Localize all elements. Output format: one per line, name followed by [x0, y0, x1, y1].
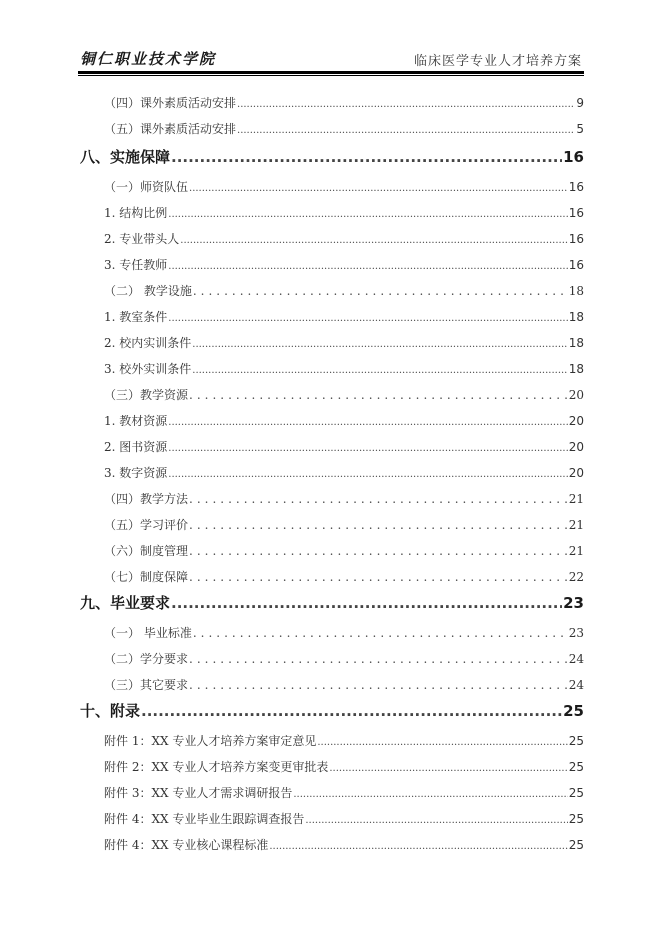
toc-entry[interactable] — [104, 542, 584, 559]
toc-entry-label: 附件 2：XX 专业人才培养方案变更审批表 — [104, 760, 329, 774]
dot-leader — [189, 518, 568, 532]
toc-entry-label: 十、附录 — [80, 702, 141, 720]
dot-leader — [237, 125, 575, 136]
dot-leader — [189, 678, 568, 692]
dot-leader — [329, 763, 567, 774]
toc-entry[interactable] — [104, 784, 584, 801]
dot-leader — [180, 235, 567, 246]
toc-page-number: 20 — [568, 388, 584, 402]
toc-chapter-entry[interactable] — [80, 592, 584, 613]
toc-entry[interactable] — [104, 810, 584, 827]
dot-leader — [269, 841, 567, 852]
toc-entry-label: 3. 专任教师 — [104, 258, 168, 272]
toc-entry-label: 附件 3：XX 专业人才需求调研报告 — [104, 786, 293, 800]
toc-entry-label: （七）制度保障 — [104, 570, 189, 584]
toc-page-number: 23 — [568, 626, 584, 640]
toc-page-number: 18 — [568, 284, 584, 298]
dot-leader — [193, 626, 568, 640]
dot-leader — [193, 284, 568, 298]
toc-entry-label: （四）课外素质活动安排 — [104, 96, 237, 110]
toc-page-number: 25 — [568, 734, 584, 748]
toc-entry-label: 九、毕业要求 — [80, 594, 171, 612]
dot-leader — [171, 148, 562, 166]
toc-entry-label: 附件 1：XX 专业人才培养方案审定意见 — [104, 734, 317, 748]
toc-entry[interactable] — [104, 438, 584, 455]
header-rule-thick — [78, 71, 584, 74]
dot-leader — [317, 737, 567, 748]
toc-entry[interactable] — [104, 120, 584, 137]
toc-page-number: 24 — [568, 678, 584, 692]
dot-leader — [171, 594, 562, 612]
toc-entry-label: 2. 校内实训条件 — [104, 336, 192, 350]
dot-leader — [305, 815, 567, 826]
toc-entry[interactable] — [104, 308, 584, 325]
dot-leader — [189, 183, 568, 194]
dot-leader — [168, 313, 567, 324]
toc-entry-label: （五）课外素质活动安排 — [104, 122, 237, 136]
toc-entry-label: 1. 教室条件 — [104, 310, 168, 324]
toc-entry[interactable] — [104, 516, 584, 533]
dot-leader — [168, 443, 567, 454]
dot-leader — [237, 99, 575, 110]
toc-entry-label: （三）教学资源 — [104, 388, 189, 402]
toc-entry-label: （四）教学方法 — [104, 492, 189, 506]
dot-leader — [141, 702, 562, 720]
toc-entry-label: （六）制度管理 — [104, 544, 189, 558]
toc-entry[interactable] — [104, 624, 584, 641]
toc-page-number: 20 — [568, 466, 584, 480]
toc-entry[interactable] — [104, 490, 584, 507]
dot-leader — [192, 365, 567, 376]
dot-leader — [189, 652, 568, 666]
toc-entry-label: 1. 结构比例 — [104, 206, 168, 220]
toc-entry-label: 3. 校外实训条件 — [104, 362, 192, 376]
toc-page-number: 22 — [568, 570, 584, 584]
toc-page-number: 18 — [568, 362, 584, 376]
toc-page-number: 24 — [568, 652, 584, 666]
toc-page-number: 25 — [568, 760, 584, 774]
toc-entry[interactable] — [104, 650, 584, 667]
toc-page-number: 18 — [568, 310, 584, 324]
dot-leader — [189, 492, 568, 506]
toc-entry[interactable] — [104, 178, 584, 195]
toc-page-number: 16 — [568, 258, 584, 272]
toc-entry[interactable] — [104, 360, 584, 377]
dot-leader — [293, 789, 567, 800]
toc-page-number: 25 — [563, 702, 584, 720]
school-name: 铜仁职业技术学院 — [80, 50, 217, 68]
toc-page-number: 5 — [576, 122, 584, 136]
toc-entry[interactable] — [104, 230, 584, 247]
dot-leader — [168, 209, 567, 220]
toc-page-number: 25 — [568, 786, 584, 800]
dot-leader — [168, 469, 567, 480]
toc-page-number: 20 — [568, 414, 584, 428]
toc-page-number: 16 — [563, 148, 584, 166]
toc-entry[interactable] — [104, 282, 584, 299]
toc-page-number: 18 — [568, 336, 584, 350]
toc-entry-label: （一）师资队伍 — [104, 180, 189, 194]
toc-entry[interactable] — [104, 412, 584, 429]
toc-page-number: 20 — [568, 440, 584, 454]
dot-leader — [168, 261, 567, 272]
toc-chapter-entry[interactable] — [80, 700, 584, 721]
toc-chapter-entry[interactable] — [80, 146, 584, 167]
toc-page-number: 21 — [568, 544, 584, 558]
toc-page-number: 9 — [576, 96, 584, 110]
toc-page-number: 23 — [563, 594, 584, 612]
toc-entry-label: 3. 数字资源 — [104, 466, 168, 480]
dot-leader — [189, 570, 568, 584]
toc-entry-label: （二）学分要求 — [104, 652, 189, 666]
toc-entry-label: （五）学习评价 — [104, 518, 189, 532]
toc-entry[interactable] — [104, 732, 584, 749]
toc-entry-label: 附件 4：XX 专业核心课程标准 — [104, 838, 269, 852]
toc-entry[interactable] — [104, 94, 584, 111]
toc-entry-label: 附件 4：XX 专业毕业生跟踪调查报告 — [104, 812, 305, 826]
toc-entry-label: （二） 教学设施 — [104, 284, 192, 298]
document-title: 临床医学专业人才培养方案 — [413, 54, 582, 69]
toc-entry[interactable] — [104, 464, 584, 481]
toc-entry-label: 2. 专业带头人 — [104, 232, 180, 246]
toc-page-number: 16 — [568, 232, 584, 246]
toc-entry[interactable] — [104, 386, 584, 403]
toc-entry[interactable] — [104, 204, 584, 221]
toc-entry-label: （三）其它要求 — [104, 678, 189, 692]
toc-page-number: 21 — [568, 518, 584, 532]
toc-entry[interactable] — [104, 334, 584, 351]
toc-entry[interactable] — [104, 568, 584, 585]
dot-leader — [189, 388, 568, 402]
toc-entry[interactable] — [104, 256, 584, 273]
dot-leader — [189, 544, 568, 558]
toc-entry[interactable] — [104, 758, 584, 775]
toc-entry-label: （一） 毕业标准 — [104, 626, 192, 640]
toc-entry-label: 1. 教材资源 — [104, 414, 168, 428]
toc-page-number: 21 — [568, 492, 584, 506]
toc-page-number: 16 — [568, 180, 584, 194]
toc-entry-label: 2. 图书资源 — [104, 440, 168, 454]
toc-entry[interactable] — [104, 676, 584, 693]
toc-page-number: 25 — [568, 812, 584, 826]
dot-leader — [168, 417, 567, 428]
dot-leader — [192, 339, 567, 350]
page-header — [80, 46, 584, 70]
toc-page-number: 25 — [568, 838, 584, 852]
toc-entry-label: 八、实施保障 — [80, 148, 171, 166]
toc-page-number: 16 — [568, 206, 584, 220]
header-rule-thin — [78, 75, 584, 76]
toc-entry[interactable] — [104, 836, 584, 853]
